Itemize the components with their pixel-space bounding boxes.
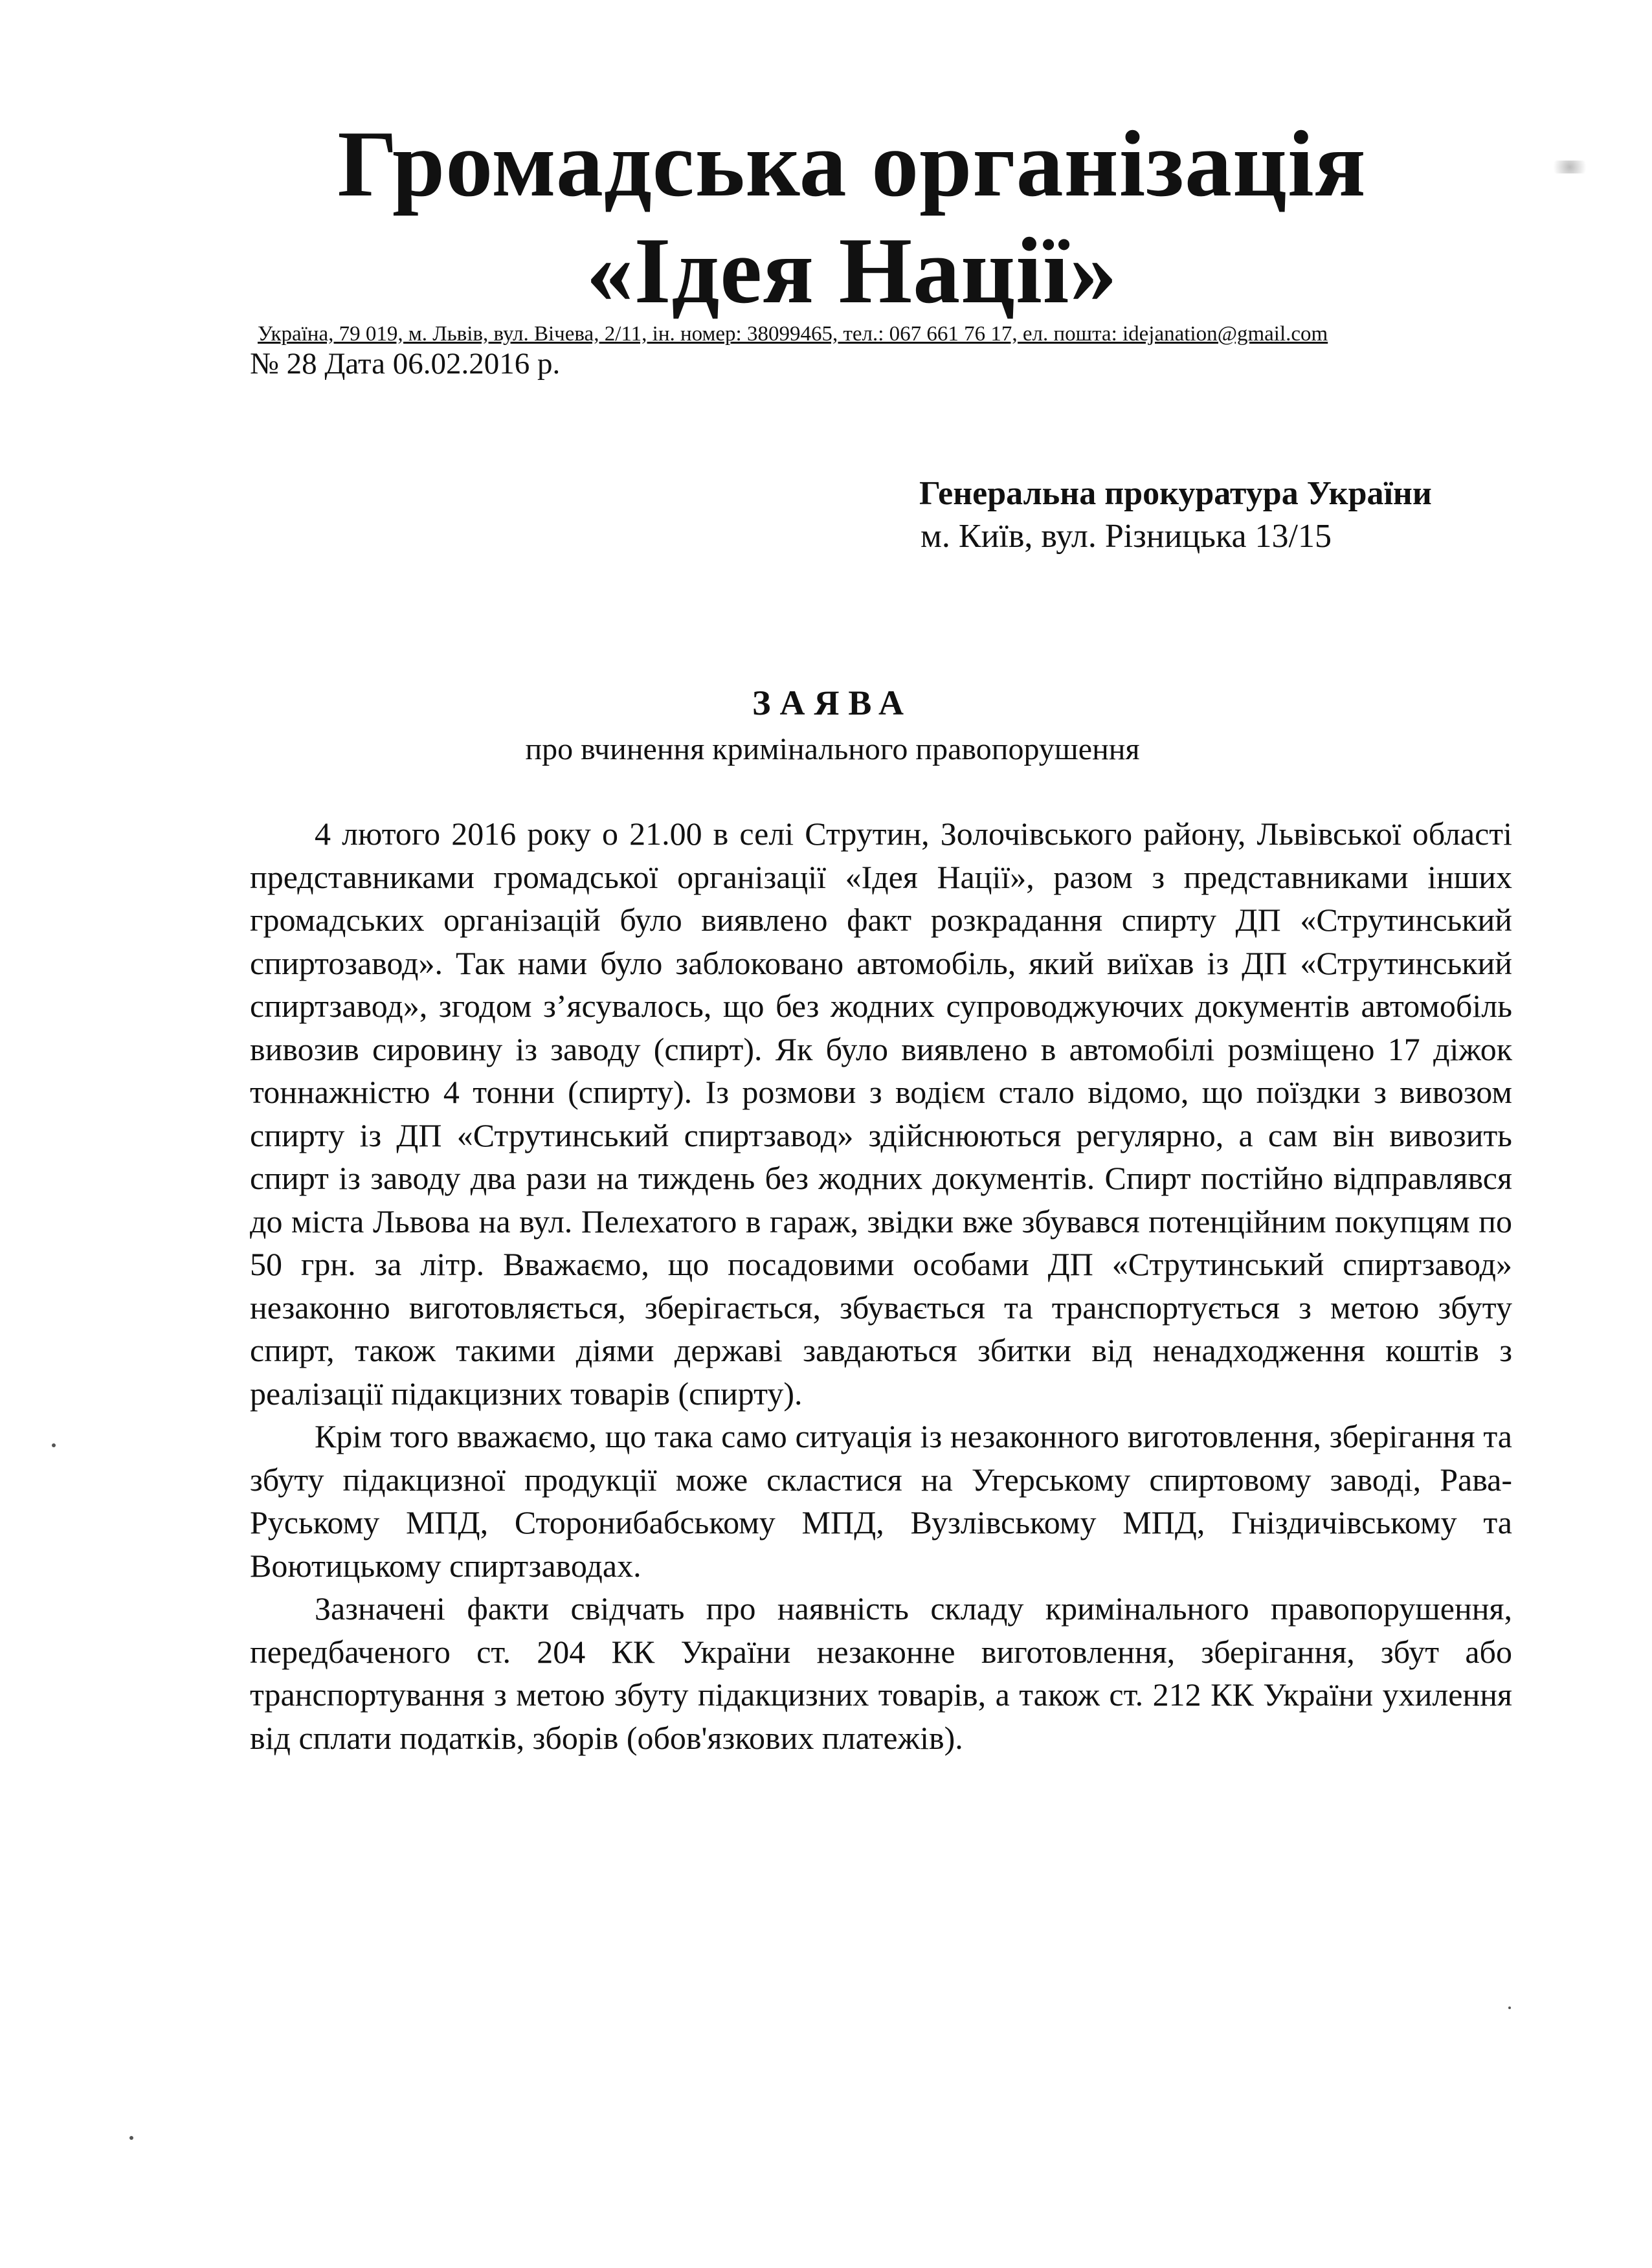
body-paragraph-2: Крім того вважаємо, що така само ситуація із незаконного виготовлення, зберігання та збуту підакцизної продукції може скластися на Угерському спиртовому заводі, Рава-Руському МПД, Сторонибабському МПД, Вузлівському МПД, Гніздичівському та Воютицькому спиртзаводах. [250, 1418, 1512, 1584]
scan-smudge [1547, 161, 1592, 173]
document-title: ЗАЯВА [752, 684, 913, 722]
addressee-address: м. Київ, вул. Різницька 13/15 [921, 518, 1332, 555]
addressee-name: Генеральна прокуратура України [919, 475, 1432, 512]
body-paragraph-1: 4 лютого 2016 року о 21.00 в селі Струтин, Золочівського району, Львівської області представниками громадської організації «Ідея Нації», разом з представниками інших громадських організацій було виявлено факт розкрадання спирту ДП «Струтинський спиртозавод». Так нами було заблоковано автомобіль, який виїхав із ДП «Струтинський спиртзавод», згодом з’ясувалось, що без жодних супроводжуючих документів автомобіль вивозив сировину із заводу (спирт). Як було виявлено в автомобілі розміщено 17 діжок тоннажністю 4 тонни (спирту). Із розмови з водієм стало відомо, що поїздки з вивозом спирту із ДП «Струтинський спиртзавод» здійснюються регулярно, а сам він вивозить спирт із заводу два рази на тиждень без жодних документів. Спирт постійно відправлявся до міста Львова на вул. Пелехатого в гараж, звідки вже збувався потенційним покупцям по 50 грн. за літр. Вважаємо, що посадовими особами ДП «Струтинський спиртзавод» незаконно виготовляється, зберігається, збувається та транспортується з метою збуту спирт, також такими діями державі завдаються збитки від ненадходження коштів з реалізації підакцизних товарів (спирту). [250, 816, 1512, 1412]
body-paragraph-3: Зазначені факти свідчать про наявність складу кримінального правопорушення, передбаченого ст. 204 КК України незаконне виготовлення, зберігання, збут або транспортування з метою збуту підакцизних товарів, а також ст. 212 КК України ухилення від сплати податків, зборів (обов'язкових платежів). [250, 1590, 1512, 1756]
organization-contact-line: Україна, 79 019, м. Львів, вул. Вічева, 2/11, ін. номер: 38099465, тел.: 067 661 76 17, ел. пошта: idejanation@gmail.com [258, 322, 1328, 346]
scan-speck [129, 2136, 133, 2140]
addressee-block [919, 472, 1432, 558]
scan-speck [52, 1443, 56, 1447]
document-body [250, 812, 1512, 1759]
organization-name-line2: «Ідея Нації» [586, 218, 1118, 323]
scan-speck [1508, 2007, 1511, 2009]
organization-name-line1: Громадська організація [337, 111, 1367, 216]
document-subtitle: про вчинення кримінального правопорушення [525, 732, 1140, 766]
document-reference-number-date: № 28 Дата 06.02.2016 р. [250, 347, 561, 381]
